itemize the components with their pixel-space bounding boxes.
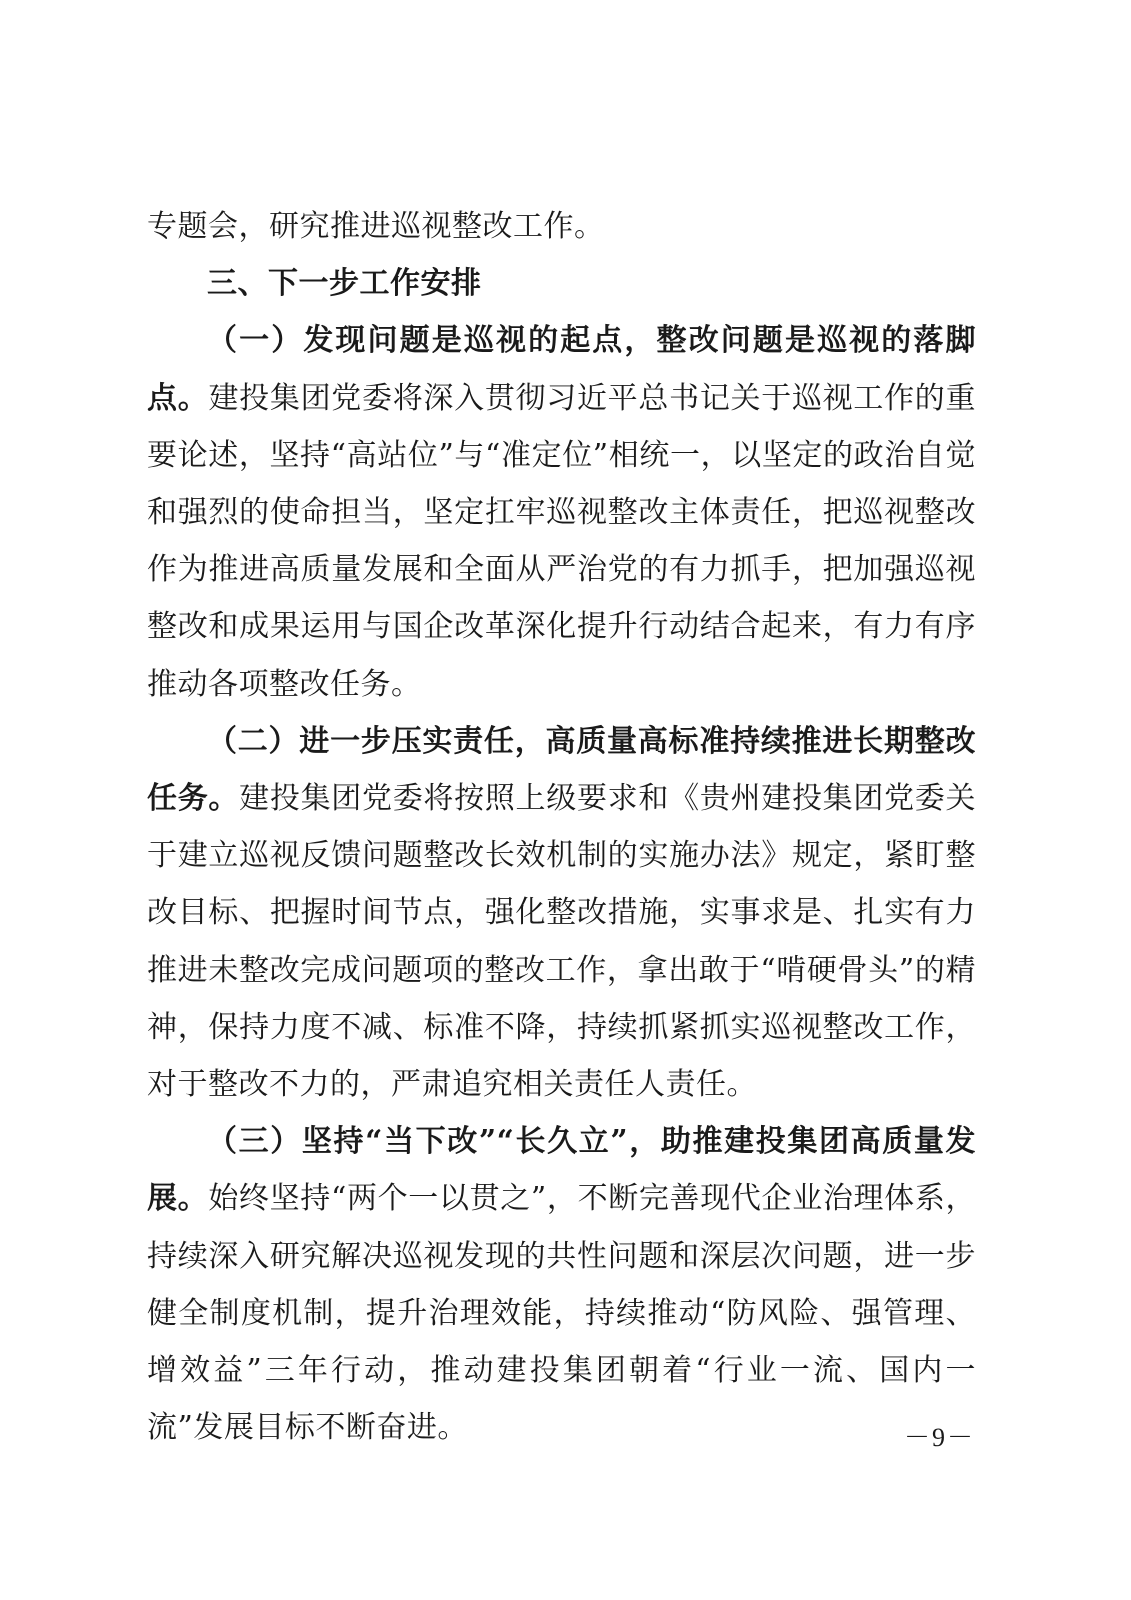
- paragraph-2: [147, 713, 976, 1113]
- paragraph-1-title: （一）发现问题是巡视的起点，整改问题是巡视的落脚点。: [147, 323, 976, 416]
- paragraph-3-body: 始终坚持“两个一以贯之”，不断完善现代企业治理体系，持续深入研究解决巡视发现的共性问题和深层次问题，进一步健全制度机制，提升治理效能，持续推动“防风险、强管理、增效益”三年行动，推动建投集团朝着“行业一流、国内一流”发展目标不断奋进。: [147, 1181, 976, 1446]
- body-text: [147, 198, 976, 1456]
- paragraph-2-body: 建投集团党委将按照上级要求和《贵州建投集团党委关于建立巡视反馈问题整改长效机制的实施办法》规定，紧盯整改目标、把握时间节点，强化整改措施，实事求是、扎实有力推进未整改完成问题项的整改工作，拿出敢于“啃硬骨头”的精神，保持力度不减、标准不降，持续抓紧抓实巡视整改工作，对于整改不力的，严肃追究相关责任人责任。: [147, 781, 977, 1103]
- paragraph-2-title: （二）进一步压实责任，高质量高标准持续推进长期整改任务。: [147, 723, 976, 817]
- paragraph-3-title: （三）坚持“当下改”“长久立”，助推建投集团高质量发展。: [147, 1124, 976, 1217]
- continuation-paragraph: 专题会，研究推进巡视整改工作。: [147, 209, 605, 244]
- page-number: －9－: [903, 1423, 975, 1452]
- paragraph-3: [147, 1113, 976, 1456]
- paragraph-1-body: 建投集团党委将深入贯彻习近平总书记关于巡视工作的重要论述，坚持“高站位”与“准定位”相统一，以坚定的政治自觉和强烈的使命担当，坚定扛牢巡视整改主体责任，把巡视整改作为推进高质量发展和全面从严治党的有力抓手，把加强巡视整改和成果运用与国企改革深化提升行动结合起来，有力有序推动各项整改任务。: [147, 380, 977, 702]
- section-heading: 三、下一步工作安排: [207, 266, 482, 302]
- paragraph-1: [147, 312, 976, 712]
